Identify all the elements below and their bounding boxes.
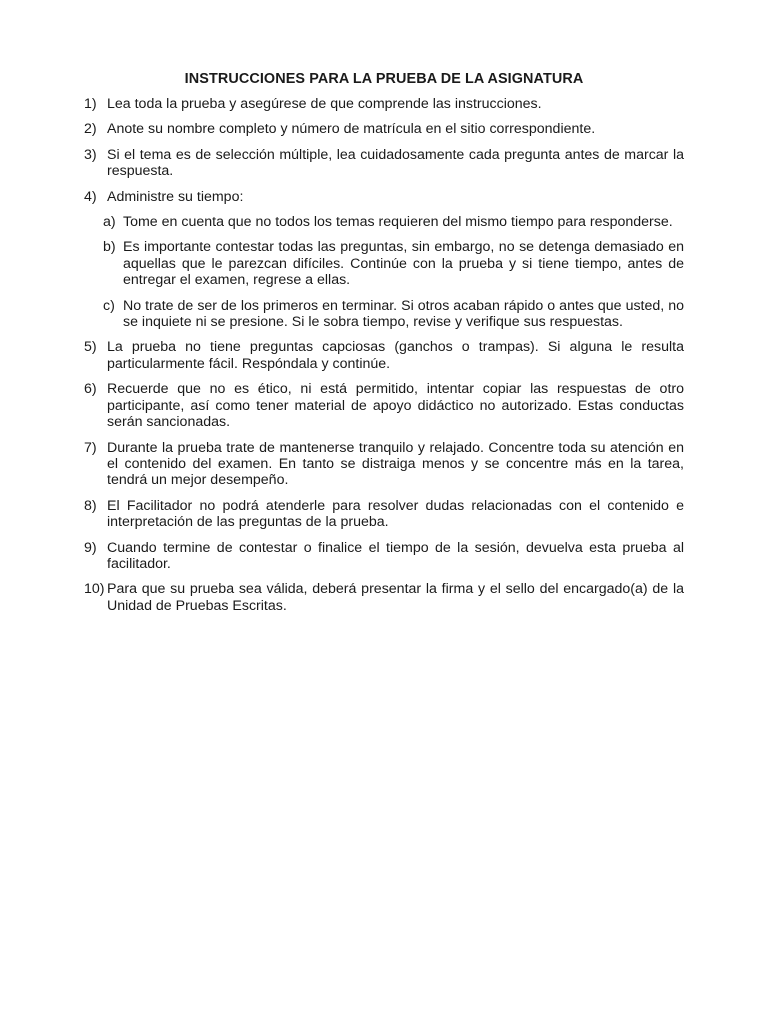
- instruction-item: [84, 96, 684, 112]
- item-text: Recuerde que no es ético, ni está permitido, intentar copiar las respuestas de otro participante, así como tener material de apoyo didáctico no autorizado. Estas conductas serán sancionadas.: [107, 381, 684, 431]
- instruction-item: [84, 189, 684, 331]
- instruction-item: [84, 147, 684, 180]
- instructions-list: [84, 96, 684, 614]
- instruction-item: [84, 381, 684, 430]
- item-number: 7): [84, 439, 97, 456]
- subitem-letter: a): [103, 214, 116, 231]
- sub-instruction-item: [103, 214, 684, 230]
- item-number: 2): [84, 121, 97, 138]
- document-page: [84, 70, 684, 623]
- item-text: Cuando termine de contestar o finalice el tiempo de la sesión, devuelva esta prueba al facilitador.: [107, 539, 684, 572]
- instruction-item: [84, 440, 684, 489]
- sub-instruction-item: [103, 239, 684, 288]
- sub-instructions-list: [103, 214, 684, 331]
- instruction-item: [84, 581, 684, 614]
- item-text: La prueba no tiene preguntas capciosas (ganchos o trampas). Si alguna le resulta particularmente fácil. Respóndala y continúe.: [107, 339, 684, 372]
- subitem-text: Tome en cuenta que no todos los temas requieren del mismo tiempo para responderse.: [123, 214, 673, 231]
- subitem-text: Es importante contestar todas las preguntas, sin embargo, no se detenga demasiado en aquellas que le parezcan difíciles. Continúe con la prueba y si tiene tiempo, antes de entregar el examen, regrese a ellas.: [123, 239, 684, 289]
- item-text: Para que su prueba sea válida, deberá presentar la firma y el sello del encargado(a) de la Unidad de Pruebas Escritas.: [107, 581, 684, 614]
- sub-instruction-item: [103, 298, 684, 331]
- item-number: 6): [84, 381, 97, 398]
- item-text: Anote su nombre completo y número de matrícula en el sitio correspondiente.: [107, 121, 596, 138]
- item-number: 9): [84, 539, 97, 556]
- item-number: 1): [84, 96, 97, 112]
- instruction-item: [84, 498, 684, 531]
- item-number: 8): [84, 497, 97, 514]
- item-text: Si el tema es de selección múltiple, lea cuidadosamente cada pregunta antes de marcar la respuesta.: [107, 146, 684, 180]
- item-number: 3): [84, 146, 97, 163]
- item-text: El Facilitador no podrá atenderle para resolver dudas relacionadas con el contenido e interpretación de las preguntas de la prueba.: [107, 497, 684, 531]
- instruction-item: [84, 540, 684, 573]
- item-number: 4): [84, 188, 97, 205]
- item-number: 5): [84, 339, 97, 356]
- instruction-item: [84, 121, 684, 137]
- item-text: Durante la prueba trate de mantenerse tranquilo y relajado. Concentre toda su atención en el contenido del examen. En tanto se distraiga menos y se concentre más en la tarea, tendrá un mejor desempeño.: [107, 439, 684, 489]
- instruction-item: [84, 339, 684, 372]
- subitem-letter: c): [103, 297, 115, 314]
- document-title: INSTRUCCIONES PARA LA PRUEBA DE LA ASIGNATURA: [184, 71, 584, 87]
- item-number: 10): [84, 581, 105, 598]
- subitem-text: No trate de ser de los primeros en terminar. Si otros acaban rápido o antes que usted, no se inquiete ni se presione. Si le sobra tiempo, revise y verifique sus respuestas.: [123, 297, 684, 331]
- item-text: Administre su tiempo:: [107, 188, 244, 205]
- subitem-letter: b): [103, 239, 116, 256]
- item-text: Lea toda la prueba y asegúrese de que comprende las instrucciones.: [107, 96, 542, 112]
